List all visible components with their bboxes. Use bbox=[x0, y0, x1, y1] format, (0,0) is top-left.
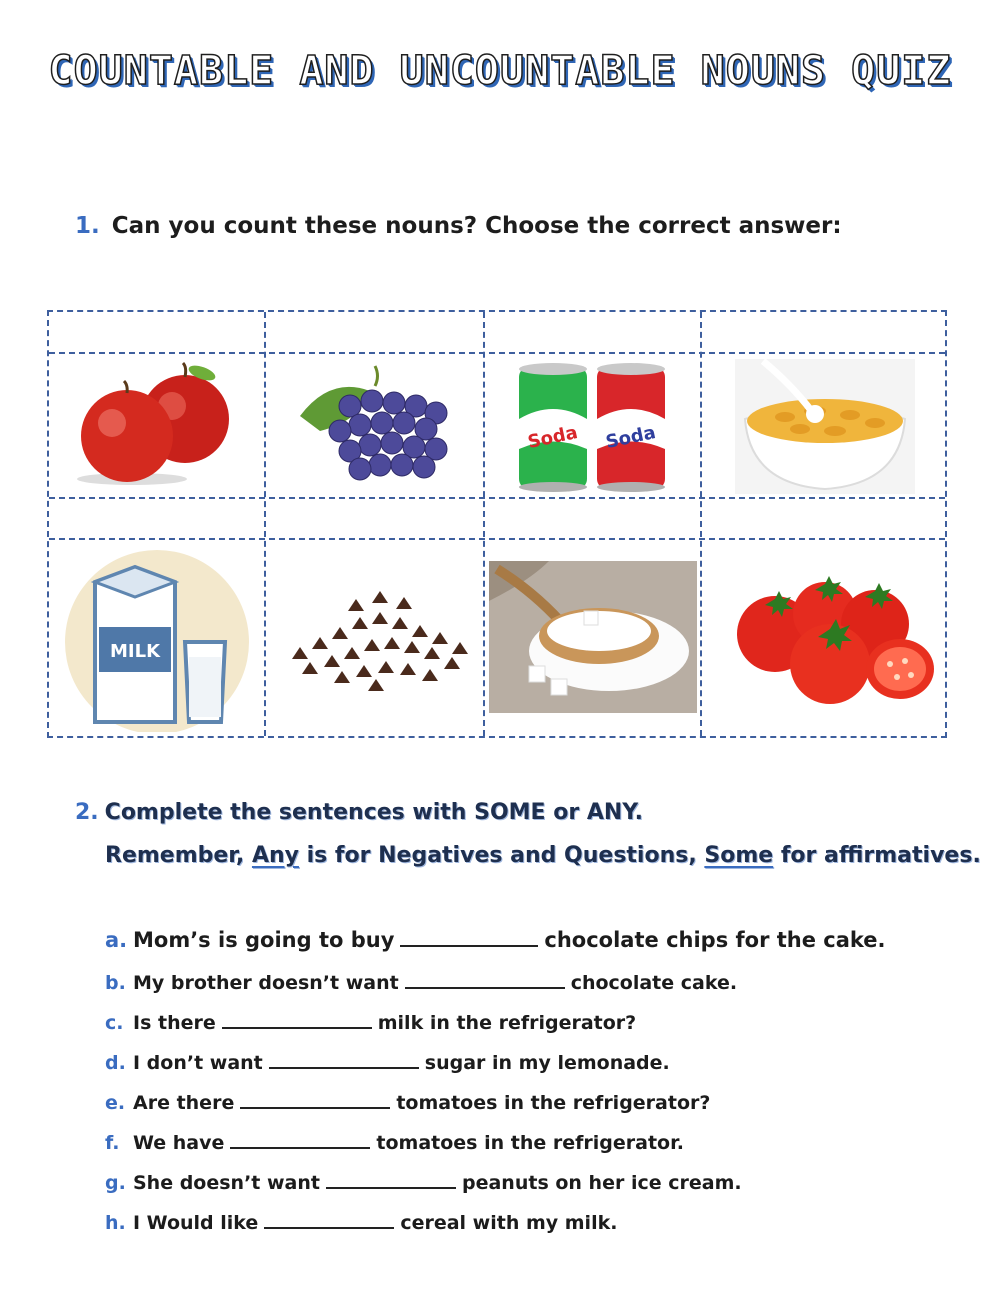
sentence-letter: c. bbox=[105, 1012, 124, 1034]
page-title: COUNTABLE AND UNCOUNTABLE NOUNS QUIZ bbox=[48, 48, 952, 94]
sentence-after: tomatoes in the refrigerator. bbox=[376, 1132, 684, 1154]
answer-slot-sugar[interactable] bbox=[485, 499, 699, 538]
sentence-b bbox=[105, 972, 737, 994]
answer-slot-soda[interactable] bbox=[485, 312, 699, 352]
svg-text:Soda: Soda bbox=[603, 421, 658, 453]
sentence-before: My brother doesn’t want bbox=[133, 972, 399, 994]
reminder-any: Any bbox=[251, 843, 299, 868]
sentence-letter: a. bbox=[105, 928, 128, 952]
svg-text:Soda: Soda bbox=[525, 421, 580, 453]
question-2-number: 2. bbox=[75, 800, 99, 825]
sentence-after: cereal with my milk. bbox=[400, 1212, 618, 1234]
sentence-before: Are there bbox=[133, 1092, 235, 1114]
sentence-after: chocolate cake. bbox=[570, 972, 738, 994]
sentence-after: sugar in my lemonade. bbox=[424, 1052, 670, 1074]
sentence-h bbox=[105, 1212, 617, 1234]
answer-slot-apples[interactable] bbox=[49, 312, 264, 352]
svg-text:MILK: MILK bbox=[109, 640, 160, 662]
sentence-letter: d. bbox=[105, 1052, 126, 1074]
sentence-after: chocolate chips for the cake. bbox=[544, 928, 886, 952]
answer-slot-grapes[interactable] bbox=[266, 312, 482, 352]
answer-blank[interactable] bbox=[269, 1053, 419, 1069]
sentence-letter: f. bbox=[105, 1132, 120, 1154]
answer-blank[interactable] bbox=[326, 1173, 456, 1189]
reminder-part-a: Remember, bbox=[105, 843, 252, 868]
question-1-text: Can you count these nouns? Choose the correct answer: bbox=[111, 213, 842, 239]
question-2-instructions bbox=[75, 800, 643, 825]
sentence-before: We have bbox=[133, 1132, 225, 1154]
answer-slot-tomatoes[interactable] bbox=[702, 499, 947, 538]
grid-divider bbox=[49, 352, 945, 354]
chocolate-chips-image bbox=[268, 542, 481, 736]
sentence-before: She doesn’t want bbox=[133, 1172, 320, 1194]
apples-image bbox=[51, 356, 263, 496]
answer-blank[interactable] bbox=[405, 973, 565, 989]
noun-image-grid bbox=[47, 310, 947, 738]
answer-slot-cereal[interactable] bbox=[702, 312, 947, 352]
grid-divider bbox=[49, 538, 945, 540]
question-2-reminder bbox=[105, 843, 981, 868]
answer-blank[interactable] bbox=[230, 1133, 370, 1149]
sentence-f bbox=[105, 1132, 684, 1154]
question-2-line1: Complete the sentences with SOME or ANY. bbox=[104, 800, 643, 825]
answer-blank[interactable] bbox=[264, 1213, 394, 1229]
sentence-after: peanuts on her ice cream. bbox=[462, 1172, 742, 1194]
answer-slot-milk[interactable] bbox=[49, 499, 264, 538]
sentence-a bbox=[105, 928, 886, 952]
grapes-image bbox=[268, 356, 481, 496]
answer-blank[interactable] bbox=[222, 1013, 372, 1029]
question-1 bbox=[75, 213, 842, 239]
sentence-letter: b. bbox=[105, 972, 126, 994]
reminder-some: Some bbox=[704, 843, 774, 868]
sentence-before: I don’t want bbox=[133, 1052, 263, 1074]
reminder-part-b: is for Negatives and Questions, bbox=[298, 843, 705, 868]
sentence-e bbox=[105, 1092, 710, 1114]
sentence-before: Is there bbox=[133, 1012, 216, 1034]
sentence-before: I Would like bbox=[133, 1212, 259, 1234]
answer-slot-chocolate-chips[interactable] bbox=[266, 499, 482, 538]
sugar-image bbox=[487, 557, 698, 717]
sentence-letter: g. bbox=[105, 1172, 126, 1194]
answer-blank[interactable] bbox=[240, 1093, 390, 1109]
sentence-after: tomatoes in the refrigerator? bbox=[396, 1092, 711, 1114]
cereal-bowl-image bbox=[704, 356, 946, 496]
sentence-letter: e. bbox=[105, 1092, 126, 1114]
soda-cans-image bbox=[487, 356, 698, 496]
reminder-part-c: for affirmatives. bbox=[773, 843, 981, 868]
sentence-before: Mom’s is going to buy bbox=[133, 928, 395, 952]
tomatoes-image bbox=[704, 542, 946, 736]
milk-image bbox=[51, 542, 263, 736]
sentence-letter: h. bbox=[105, 1212, 126, 1234]
sentence-g bbox=[105, 1172, 742, 1194]
answer-blank[interactable] bbox=[400, 931, 538, 947]
question-1-number: 1. bbox=[75, 213, 100, 239]
sentence-d bbox=[105, 1052, 670, 1074]
sentence-c bbox=[105, 1012, 636, 1034]
sentence-after: milk in the refrigerator? bbox=[377, 1012, 637, 1034]
